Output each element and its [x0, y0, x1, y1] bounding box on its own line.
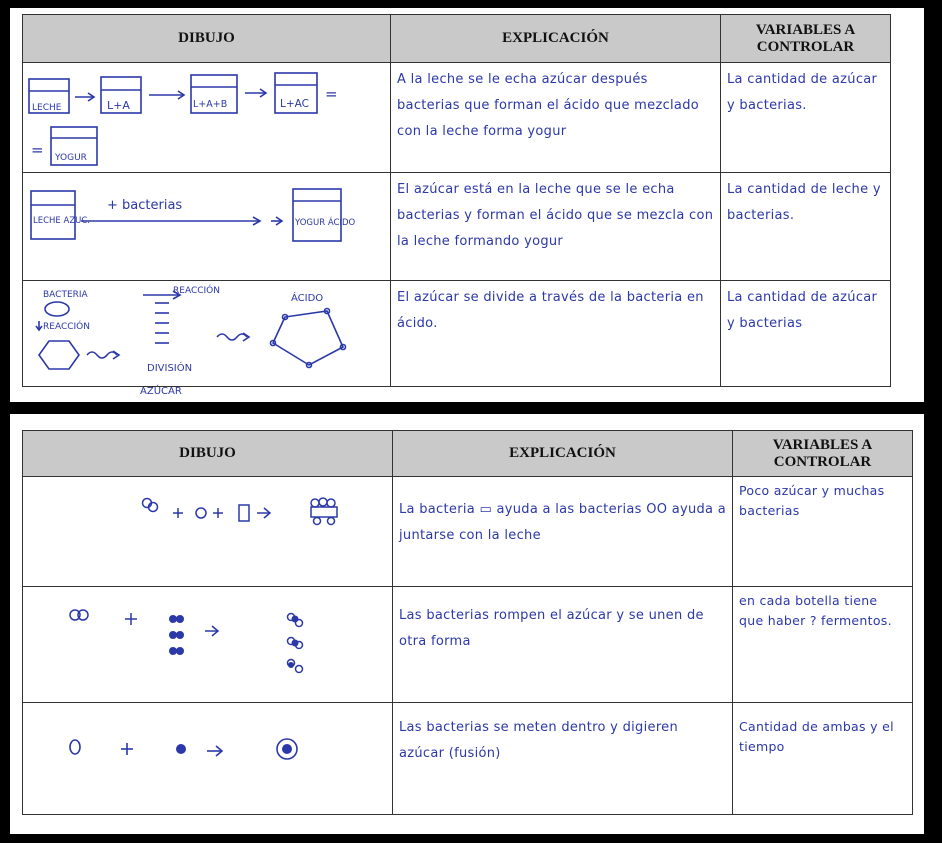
explanation-cell	[393, 477, 733, 587]
label-plus-bacterias: + bacterias	[107, 198, 183, 213]
variables-cell	[733, 477, 913, 587]
label-yogur-acido: YOGUR ÁCIDO	[295, 218, 356, 228]
label-leche-azucar: LECHE AZUC.	[33, 216, 91, 226]
label-l-a-b: L+A+B	[193, 99, 228, 110]
explanation-cell	[391, 281, 721, 387]
sugar-division-reaction-drawing	[23, 281, 391, 385]
drawing-cell	[23, 281, 391, 387]
header-explicacion: EXPLICACIÓN	[391, 15, 721, 63]
milk-to-yogurt-sequence-drawing	[23, 63, 391, 171]
variables-cell	[721, 63, 891, 173]
variables-text: La cantidad de azúcar y bacterias	[727, 290, 878, 331]
explanation-cell	[393, 703, 733, 815]
milk-bacteria-to-yogurt-drawing	[23, 173, 391, 279]
drawing-cell	[23, 63, 391, 173]
label-leche: LECHE	[32, 103, 62, 113]
variables-text: Cantidad de ambas y el tiempo	[739, 719, 894, 754]
bacteria-join-drawing	[23, 477, 393, 585]
explanation-text: La bacteria ▭ ayuda a las bacterias OO ayuda a juntarse con la leche	[399, 502, 727, 543]
variables-cell	[733, 703, 913, 815]
bacteria-fusion-drawing	[23, 703, 393, 813]
header-dibujo: DIBUJO	[23, 15, 391, 63]
explanation-cell	[391, 63, 721, 173]
header-variables: VARIABLES A CONTROLAR	[721, 15, 891, 63]
drawing-cell	[23, 587, 393, 703]
drawing-cell	[23, 477, 393, 587]
worksheet-panel-2	[10, 414, 924, 834]
label-bacteria: BACTERIA	[43, 290, 88, 300]
explanation-cell	[391, 173, 721, 281]
worksheet-table-1	[22, 14, 891, 387]
label-equals-1: =	[325, 85, 338, 103]
explanation-text: El azúcar se divide a través de la bacteria en ácido.	[397, 290, 704, 331]
label-l-ac: L+AC	[280, 98, 309, 110]
worksheet-table-2	[22, 430, 913, 815]
drawing-cell	[23, 703, 393, 815]
label-reaccion-left: REACCIÓN	[43, 322, 90, 332]
label-acido: ÁCIDO	[291, 293, 324, 304]
explanation-cell	[393, 587, 733, 703]
label-division: DIVISIÓN	[147, 363, 193, 374]
variables-cell	[721, 281, 891, 387]
worksheet-panel-1	[10, 8, 924, 402]
variables-cell	[721, 173, 891, 281]
variables-text: en cada botella tiene que haber ? fermentos.	[739, 593, 892, 628]
explanation-text: Las bacterias se meten dentro y digieren azúcar (fusión)	[399, 720, 679, 761]
variables-text: Poco azúcar y muchas bacterias	[739, 483, 885, 518]
header-explicacion: EXPLICACIÓN	[393, 431, 733, 477]
explanation-text: El azúcar está en la leche que se le echa bacterias y forman el ácido que se mezcla con la leche formando yogur	[397, 182, 714, 249]
explanation-text: A la leche se le echa azúcar después bacterias que forman el ácido que mezclado con la leche forma yogur	[397, 72, 700, 139]
bacteria-break-sugar-drawing	[23, 587, 393, 701]
variables-text: La cantidad de azúcar y bacterias.	[727, 72, 878, 113]
label-yogur: YOGUR	[55, 153, 87, 163]
header-variables: VARIABLES A CONTROLAR	[733, 431, 913, 477]
drawing-cell	[23, 173, 391, 281]
variables-cell	[733, 587, 913, 703]
label-equals-2: =	[31, 141, 44, 159]
header-dibujo: DIBUJO	[23, 431, 393, 477]
variables-text: La cantidad de leche y bacterias.	[727, 182, 881, 223]
explanation-text: Las bacterias rompen el azúcar y se unen de otra forma	[399, 608, 704, 649]
label-reaccion-top: REACCIÓN	[173, 286, 220, 296]
label-azucar: AZÚCAR	[140, 386, 182, 397]
label-l-a: L+A	[107, 99, 130, 112]
